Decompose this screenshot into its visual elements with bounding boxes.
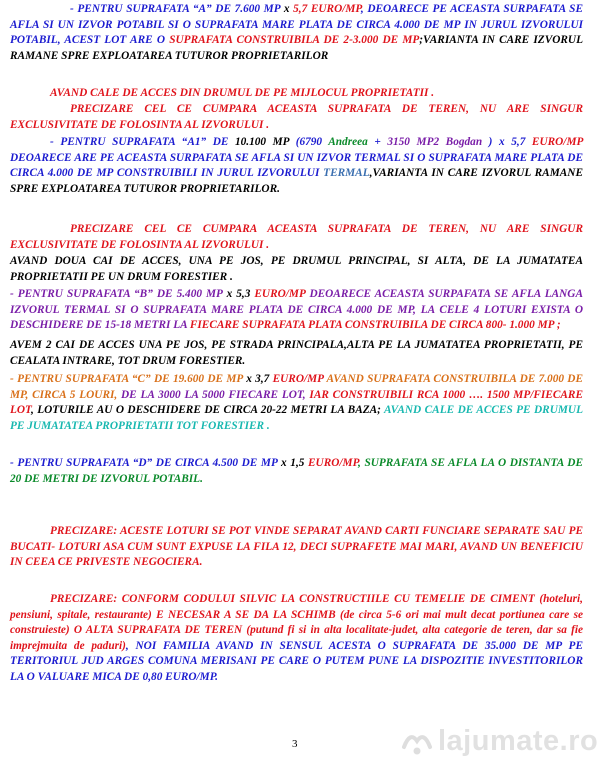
text-run: ,VARIANTA IN CARE IZVORUL RAMANE SPRE EXPLOATAREA TUTUROR PROPRIETARILOR. [10,167,583,195]
text-run: AVAND CALE DE ACCES PE DRUMUL PE JUMATATEA PROPRIETATII TOT FORESTIER . [10,404,583,432]
text-run: - PENTRU SUPRAFATA “B” DE 5.400 MP [10,288,227,300]
text-run: DEOARECE ACEASTA SURPAFATA SE AFLA LANGA IZVORUL TERMAL SI O SUPRAFATA MARE PLATA DE CIRCA 4.000 DE MP, LA CELE 4 LOTURI EXISTA O DESCHIDERE DE 15-18 METRI LA [10,288,584,332]
paragraph-12 [10,592,583,686]
paragraph-6 [10,254,583,285]
paragraph-8 [10,338,583,369]
paragraph-9 [10,372,583,434]
text-run: , LOTURILE AU O DESCHIDERE DE CIRCA 20-22 METRI LA BAZA; [30,404,384,417]
paragraph-2 [10,86,583,102]
text-run: DE LA 3000 LA 5000 FIECARE LOT, [121,388,310,401]
text-run: EURO/MP [531,136,583,148]
text-run: AVAND CALE DE ACCES DIN DRUMUL DE PE MIJLOCUL PROPRIETATII . [50,87,435,99]
watermark-text: lajumate.ro [438,725,599,757]
paragraph-11 [10,524,583,571]
text-run: PRECIZARE CEL CE CUMPARA ACEASTA SUPRAFATA DE TEREN, NU ARE SINGUR EXCLUSIVITATE DE FOLOSINTA AL IZVORULUI . [10,103,583,131]
text-run: x 3,7 [246,373,273,385]
text-run: TERMAL [323,167,370,180]
text-run: PRECIZARE CEL CE CUMPARA ACEASTA SUPRAFATA DE TEREN, NU ARE SINGUR EXCLUSIVITATE DE FOLOSINTA AL IZVORULUI . [10,223,583,251]
text-run: 5,7 EURO/MP [293,3,361,15]
text-run: - PENTRU SUPRAFATA “C” DE 19.600 DE MP [10,373,247,385]
text-run: AVAND DOUA CAI DE ACCES, UNA PE JOS, PE DRUMUL PRINCIPAL, SI ALTA, DE LA JUMATATEA PROPRIETATII PE UN DRUM FORESTIER . [10,255,583,283]
text-run: PRECIZARE: CONFORM CODULUI SILVIC LA CONSTRUCTIILE CU TEMELIE DE CIMENT (hoteluri, pensiuni, spitale, restaurante) E NECESAR A SE DA LA SCHIMB (de circa 5-6 ori mai mult decat portiunea care se construieste) O ALTA SUPRAFATA DE TEREN (putund fi si in alta localitate-judet, alta categorie de teren, dar sa fie imprejmuita de paduri) [10,593,583,652]
text-run: EURO/MP [272,373,324,385]
text-run: PRECIZARE: ACESTE LOTURI SE POT VINDE SEPARAT AVAND CARTI FUNCIARE SEPARATE SAU PE BUCATI- LOTURI ASA CUM SUNT EXPUSE LA FILA 12, DECI SUPRAFETE MAI MARI, AVAND UN BENEFICIU IN CEEA CE PRIVESTE NEGOCIERA. [10,525,583,569]
paragraph-10 [10,456,583,487]
text-run: x 5,3 [226,288,255,300]
text-run: - PENTRU SUPRAFATA “A” DE 7.600 MP [70,3,284,15]
text-run: AVAND SUPRAFATA CONSTRUIBILA DE 7.000 DE MP, CIRCA 5 LOURI, [10,373,584,401]
text-run: IAR CONSTRUIBILI RCA 1000 …. 1500 MP/FIECARE LOT [10,388,583,417]
paragraph-3 [10,102,583,133]
text-run: EURO/MP [254,288,306,300]
text-run: - PENTRU SUPRAFATA “A1” DE [50,136,235,148]
text-run: x 1,5 [281,457,309,469]
page-number: 3 [292,738,298,750]
text-run: 3150 MP2 Bogdan [387,136,483,148]
lajumate-logo-icon [400,727,434,757]
text-run: AVEM 2 CAI DE ACCES UNA PE JOS, PE STRADA PRINCIPALA,ALTA PE LA JUMATATEA PROPRIETATII, PE CEALATA INTRARE, TOT DRUM FORESTIER. [10,339,583,367]
text-run: (6790 [289,136,329,148]
text-run: , SUPRAFATA SE AFLA LA O DISTANTA DE 20 DE METRI DE IZVORUL POTABIL. [10,457,583,485]
text-run: DEOARECE ARE PE ACEASTA SURPAFATA SE AFLA SI UN IZVOR TERMAL SI O SUPRAFATA MARE PLATA DE CIRCA 4.000 DE MP CONSTRUIBILI IN JURUL IZVORULUI [10,151,583,180]
text-run: + [367,136,388,148]
paragraph-7 [10,287,583,334]
text-run: FIECARE SUPRAFATA PLATA CONSTRUIBILA DE CIRCA 800- 1.000 MP ; [189,319,561,332]
text-run: ) x 5,7 [482,136,532,148]
text-run: x [283,3,294,15]
paragraph-1 [10,2,583,64]
paragraph-5 [10,222,583,253]
text-run: 10.100 MP [234,136,290,148]
text-run: EURO/MP [308,457,359,469]
text-run: ;VARIANTA IN CARE IZVORUL RAMANE SPRE EXPLOATAREA TUTUROR PROPRIETARILOR [10,34,583,62]
text-run: , DEOARECE PE ACEASTA SURPAFATA SE AFLA SI UN IZVOR POTABIL SI O SUPRAFATA MARE PLATA DE CIRCA 4.000 DE MP IN JURUL IZVORULUI POTABIL, ACEST LOT ARE O [10,3,583,47]
watermark [400,723,600,763]
paragraph-4 [10,135,583,197]
text-run: - PENTRU SUPRAFATA “D” DE CIRCA 4.500 DE MP [10,457,282,469]
text-run: Andreea [328,136,368,148]
text-run: , NOI FAMILIA AVAND IN SENSUL ACESTA O SUPRAFATA DE 35.000 DE MP PE TERITORIUL JUD ARGES COMUNA MERISANI PE CARE O PUTEM PUNE LA DISPOZITIE INVESTITORILOR LA O VALUARE MICA DE 0,80 EURO/MP. [10,639,583,683]
text-run: SUPRAFATA CONSTRUIBILA DE 2-3.000 DE MP [169,34,420,47]
